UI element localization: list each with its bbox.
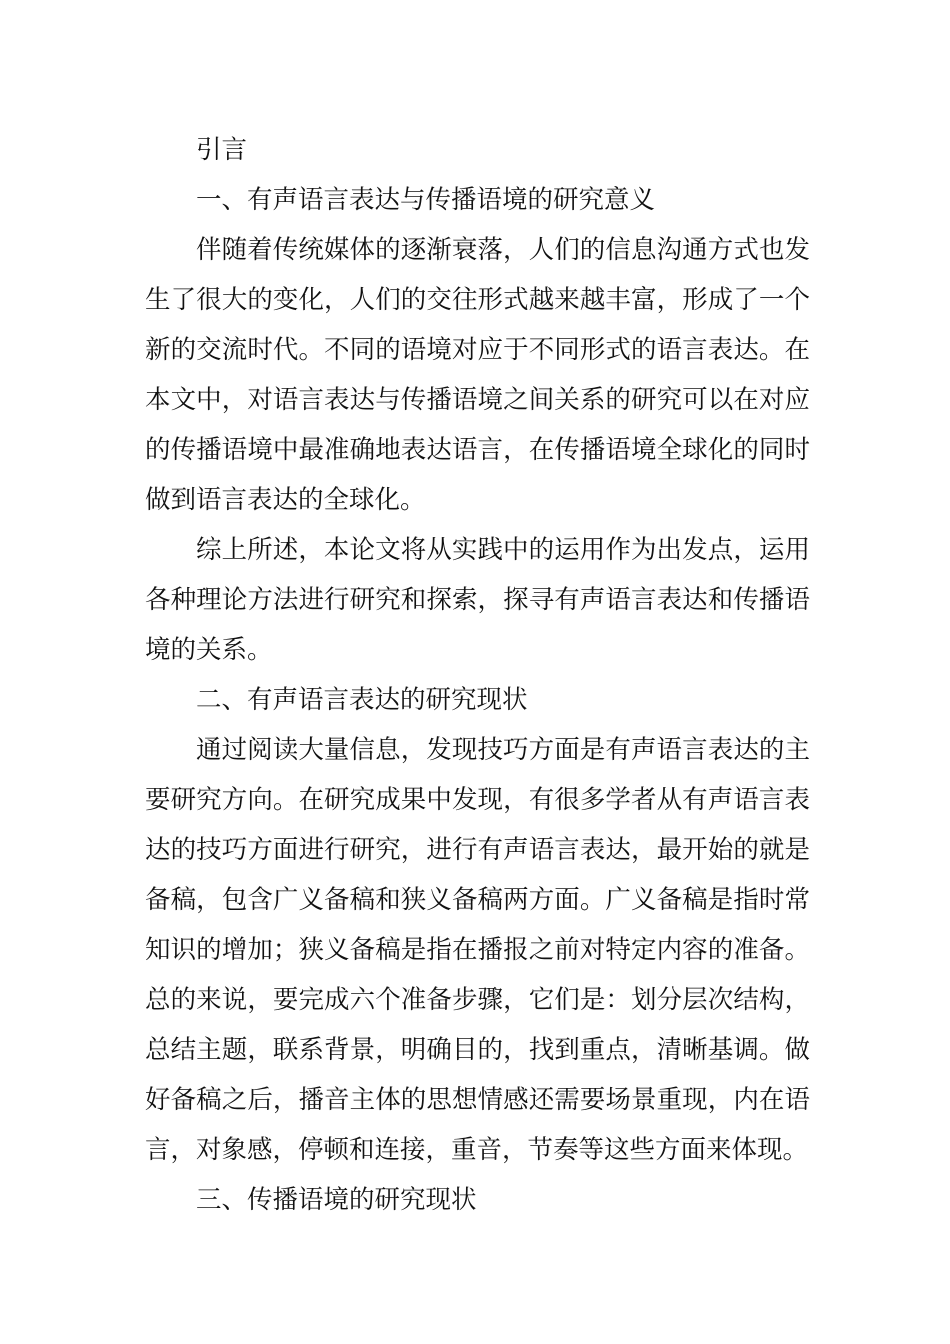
section-1-paragraph-1: 伴随着传统媒体的逐渐衰落，人们的信息沟通方式也发生了很大的变化，人们的交往形式越来越丰富，形成了一个新的交流时代。不同的语境对应于不同形式的语言表达。在本文中，对语言表达与传播语境之间关系的研究可以在对应的传播语境中最准确地表达语言，在传播语境全球化的同时做到语言表达的全球化。 [145, 235, 810, 515]
section-1-heading: 一、有声语言表达与传播语境的研究意义 [196, 185, 656, 215]
intro-title: 引言 [196, 135, 248, 165]
document-body [145, 125, 810, 1225]
section-2-heading: 二、有声语言表达的研究现状 [196, 685, 528, 715]
section-2-paragraph-1: 通过阅读大量信息，发现技巧方面是有声语言表达的主要研究方向。在研究成果中发现，有很多学者从有声语言表达的技巧方面进行研究，进行有声语言表达，最开始的就是备稿，包含广义备稿和狭义备稿两方面。广义备稿是指时常知识的增加；狭义备稿是指在播报之前对特定内容的准备。总的来说，要完成六个准备步骤，它们是：划分层次结构，总结主题，联系背景，明确目的，找到重点，清晰基调。做好备稿之后，播音主体的思想情感还需要场景重现，内在语言，对象感，停顿和连接，重音，节奏等这些方面来体现。 [145, 735, 810, 1165]
section-3-heading: 三、传播语境的研究现状 [196, 1185, 477, 1215]
section-1-paragraph-2: 综上所述，本论文将从实践中的运用作为出发点，运用各种理论方法进行研究和探索，探寻有声语言表达和传播语境的关系。 [145, 535, 810, 665]
